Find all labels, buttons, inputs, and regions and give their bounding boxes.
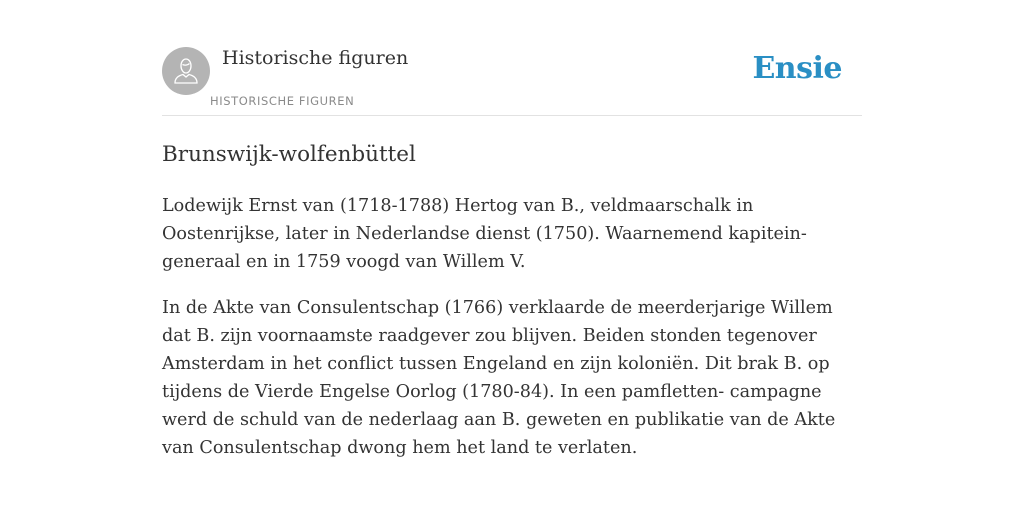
user-icon [173,57,199,85]
author-name[interactable]: Historische figuren [222,47,409,69]
article-body [162,192,862,480]
header [162,0,862,116]
author-category[interactable]: HISTORISCHE FIGUREN [210,94,355,108]
brand-logo[interactable]: Ensie [752,51,842,86]
article-paragraph: In de Akte van Consulentschap (1766) verklaarde de meerderjarige Willem dat B. zijn voornaamste raadgever zou blijven. Beiden stonden tegenover Amsterdam in het conflict tussen Engeland en zijn koloniën. Dit brak B. op tijdens de Vierde Engelse Oorlog (1780-84). In een pamfletten- campagne werd de schuld van de nederlaag aan B. geweten en publikatie van de Akte van Consulentschap dwong hem het land te verlaten. [162,298,836,458]
content-column [162,0,862,458]
article-paragraph: Lodewijk Ernst van (1718-1788) Hertog van B., veldmaarschalk in Oostenrijkse, later in Nederlandse dienst (1750). Waarnemend kapitein-generaal en in 1759 voogd van Willem V. [162,196,807,272]
article-title: Brunswijk-wolfenbüttel [162,142,416,167]
avatar[interactable] [162,47,210,95]
